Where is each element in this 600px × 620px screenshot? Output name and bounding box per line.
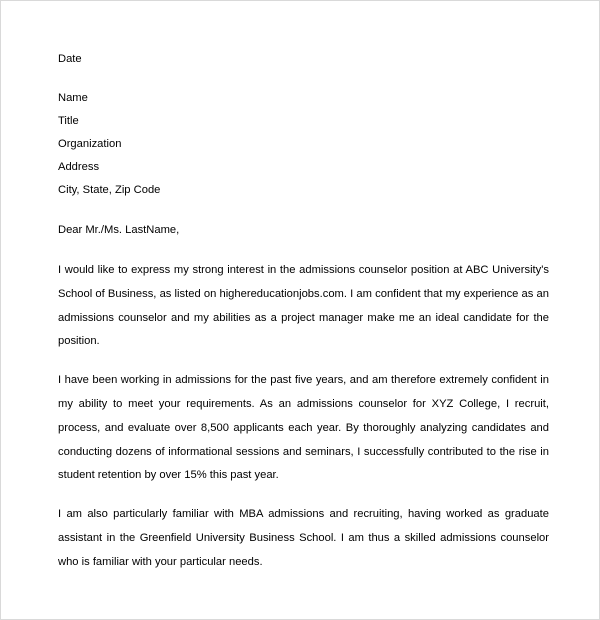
recipient-name: Name [58, 92, 88, 104]
recipient-block [58, 87, 549, 202]
recipient-organization: Organization [58, 138, 122, 150]
recipient-address: Address [58, 161, 100, 173]
salutation: Dear Mr./Ms. LastName, [58, 224, 180, 236]
body-paragraph-2: I have been working in admissions for the past five years, and am therefore extremely confident in my ability to meet your requirements. As an admissions counselor for XYZ College, I recruit, process, and evaluate over 8,500 applicants each year. By thoroughly analyzing candidates and conducting dozens of informational sessions and seminars, I successfully contributed to the rise in student retention by over 15% this past year. [58, 374, 549, 482]
body-paragraph-3: I am also particularly familiar with MBA admissions and recruiting, having worked as graduate assistant in the Greenfield University Business School. I am thus a skilled admissions counselor who is familiar with your particular needs. [58, 508, 549, 568]
letter-date: Date [58, 53, 82, 65]
cover-letter-body [58, 48, 549, 575]
recipient-title: Title [58, 115, 79, 127]
body-paragraph-1: I would like to express my strong interest in the admissions counselor position at ABC University's School of Business, as listed on highereducationjobs.com. I am confident that my experience as an admissions counselor and my abilities as a project manager make me an ideal candidate for the position. [58, 264, 549, 348]
recipient-city-state-zip: City, State, Zip Code [58, 184, 161, 196]
